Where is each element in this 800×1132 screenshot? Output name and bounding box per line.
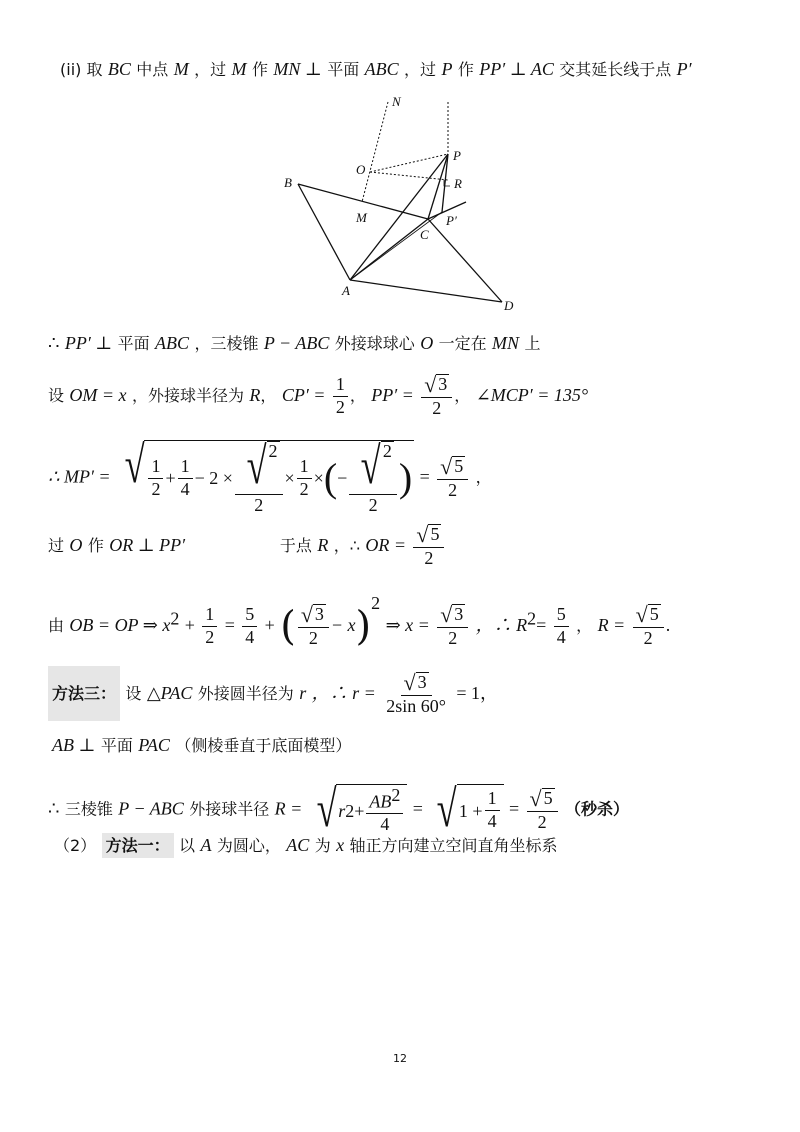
label-P: P <box>453 148 461 163</box>
math: CP′ = <box>281 384 326 405</box>
text: 设 <box>48 385 65 405</box>
label-A: A <box>342 283 350 298</box>
math: O <box>420 333 434 353</box>
math: MN <box>492 333 520 353</box>
fraction: √ 5 2 <box>437 456 468 501</box>
method-badge: 方法三： <box>48 666 120 721</box>
method-three: 方法三： 设 △PAC 外接圆半径为 r ，∴ r = √ 3 2sin 60° = 1， <box>48 672 498 717</box>
text: ，∴ <box>333 535 360 555</box>
statement-OR <box>48 524 446 569</box>
text: 平面 <box>117 334 150 353</box>
math: M <box>231 59 247 79</box>
math: P − ABC <box>263 333 330 353</box>
fraction: √ 3 2sin 60° <box>386 670 446 716</box>
tag-miaosha: （秒杀） <box>565 799 630 819</box>
geometry-figure <box>270 92 530 317</box>
text: 过 <box>48 535 65 555</box>
statement-AB-perp: AB ⊥ 平面 PAC （侧棱垂直于底面模型） <box>52 735 352 755</box>
text: 于点 <box>279 535 312 555</box>
math: OB = OP ⇒ x <box>69 615 171 635</box>
edge-BA <box>298 184 350 280</box>
text: 中点 <box>136 60 169 79</box>
text: 外接球球心 <box>334 334 415 353</box>
math: BC <box>107 59 131 79</box>
statement-MPprime: ∴ MP′ = √ $\frac{1}{2}$ + $\frac{1}{4}$ − 2 × √ 2 2 × $\frac{1}{2}$ × ( − √ 2 2 ) = √ 5 2 ， <box>48 437 492 515</box>
edge-CD <box>428 219 502 302</box>
math: ∠MCP′ = 135° <box>475 384 589 405</box>
text: 上 <box>524 334 541 353</box>
text: 作 <box>251 60 268 79</box>
label-O: O <box>356 162 366 177</box>
math: OR = <box>365 534 406 555</box>
text: 一定在 <box>438 334 487 353</box>
statement-radius-result: ∴ 三棱锥 P − ABC 外接球半径 R = √ r 2 + $\frac{AB^2}{4}$ = √ 1 + $\frac{1}{4}$ = √ 5 2 （秒杀） <box>48 781 630 838</box>
math: ABC <box>155 333 190 353</box>
part-2-method-one: （2） 方法一： 以 A 为圆心， AC 为 x 轴正方向建立空间直角坐标系 <box>54 836 558 855</box>
label-N: N <box>392 94 401 109</box>
math: OR ⊥ PP′ <box>109 534 186 555</box>
math: PP′ ⊥ AC <box>479 59 554 79</box>
math: PP′ ⊥ <box>64 333 113 353</box>
statement-solve-x: 由 OB = OP ⇒ $x^2$ + $\frac{1}{2}$ = $\frac{5}{4}$ + ( √ 3 2 − x)$^2$ ⇒ x = √ 3 2 ，∴ $R^2=$ $\frac{5}{4}$ ， R = √ 5 2 . <box>48 593 671 650</box>
text: 作 <box>457 60 474 79</box>
text: 由 <box>48 616 65 635</box>
math: OM = x <box>69 384 127 405</box>
label-D: D <box>504 298 514 313</box>
math: ∴ <box>48 333 60 353</box>
math: ∴ MP′ = <box>48 466 111 487</box>
label-B: B <box>284 175 292 190</box>
radical: √ r 2 + $\frac{AB^2}{4}$ <box>308 784 408 836</box>
edge-AD <box>350 280 502 302</box>
label-Pprime: P′ <box>446 213 457 228</box>
text: ，三棱锥 <box>194 334 259 353</box>
math: MN ⊥ <box>273 59 322 79</box>
label-R: R <box>454 176 462 191</box>
fraction: √ 5 2 <box>413 524 444 569</box>
page-number: 12 <box>393 1052 407 1065</box>
radical: √ $\frac{1}{2}$ + $\frac{1}{4}$ − 2 × √ 2 2 × $\frac{1}{2}$ × ( − √ 2 2 ) <box>124 437 413 515</box>
fraction: $\frac{1}{2}$ <box>333 375 348 418</box>
math: ABC <box>364 59 399 79</box>
label-C: C <box>420 227 429 242</box>
math: P′ <box>676 59 692 79</box>
statement-setup: 设 OM = x ，外接球半径为 R， CP′ = $\frac{1}{2}$ ， PP′ = √ 3 2 ， ∠MCP′ = 135° <box>48 372 589 418</box>
math: R <box>249 384 261 405</box>
text: 平面 <box>327 60 360 79</box>
fraction: √ 3 2 <box>421 374 452 419</box>
text: 交其延长线于点 <box>559 60 672 79</box>
text: ，外接球半径为 <box>131 385 244 405</box>
label-M: M <box>356 210 367 225</box>
line-MN <box>362 102 388 202</box>
text: (ii) 取 <box>60 60 103 79</box>
math: M <box>173 59 189 79</box>
text: ，过 <box>194 60 227 79</box>
edge-AC <box>350 219 428 280</box>
heading-line-ii <box>60 60 692 79</box>
math: PP′ = <box>371 384 414 405</box>
text: 作 <box>87 535 104 555</box>
math: R <box>317 534 329 555</box>
segment-OR <box>370 172 448 180</box>
method-badge: 方法一： <box>102 833 174 858</box>
text: ，过 <box>404 60 437 79</box>
math: O <box>69 534 83 555</box>
math: P <box>441 59 453 79</box>
statement-center-on-MN <box>48 334 540 353</box>
